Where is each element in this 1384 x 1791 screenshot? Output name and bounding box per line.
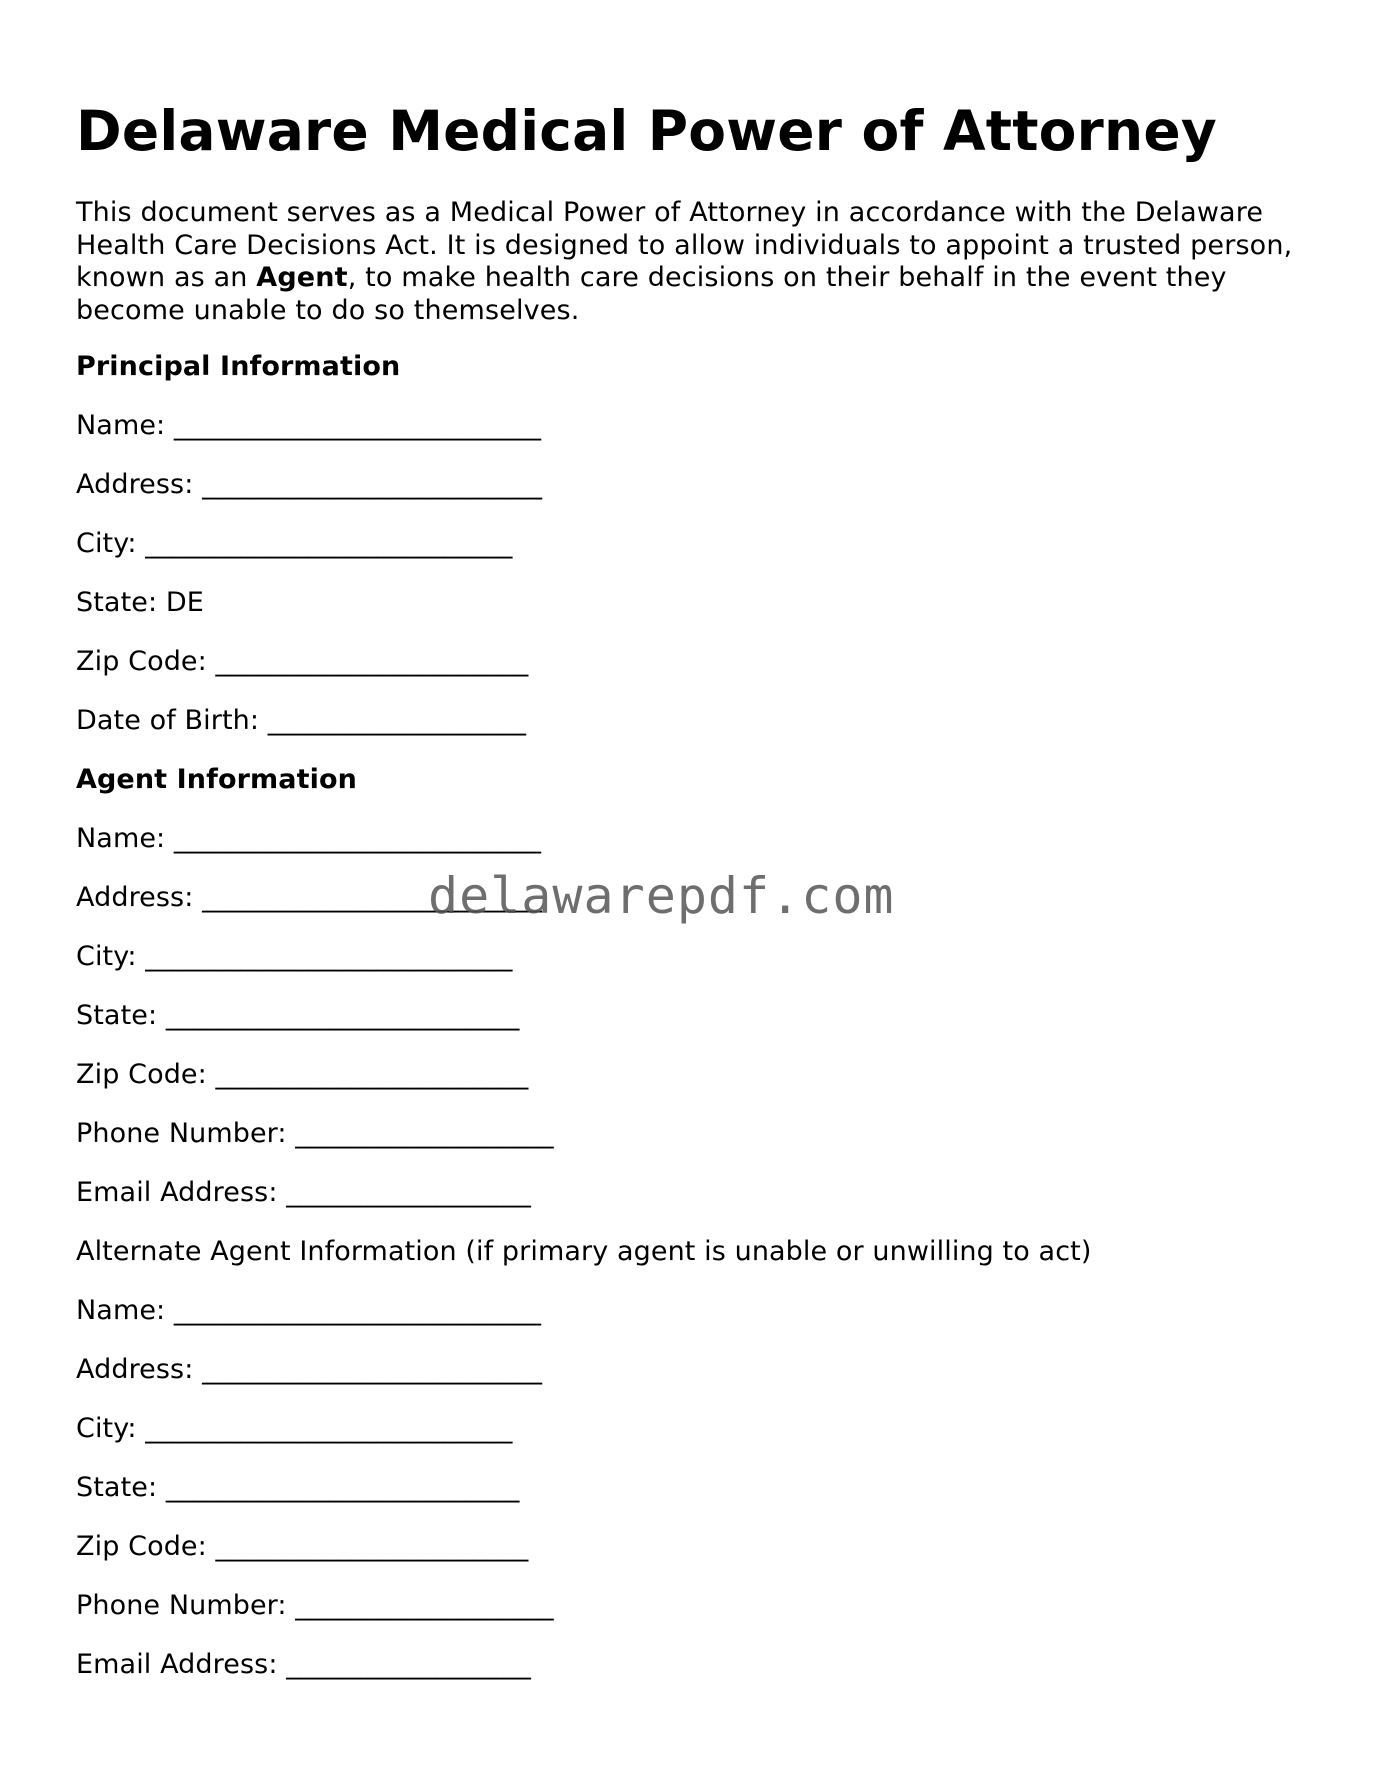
principal-address-field[interactable]: Address: _________________________ [76,469,543,500]
agent-heading: Agent Information [76,764,357,795]
alternate-address-field[interactable]: Address: _________________________ [76,1354,543,1385]
principal-zip-field[interactable]: Zip Code: _______________________ [76,646,529,677]
agent-name-field[interactable]: Name: ___________________________ [76,823,542,854]
alternate-city-field[interactable]: City: ___________________________ [76,1413,513,1444]
alternate-state-field[interactable]: State: __________________________ [76,1472,520,1503]
intro-paragraph [76,197,1306,327]
principal-city-field[interactable]: City: ___________________________ [76,528,513,559]
agent-phone-field[interactable]: Phone Number: ___________________ [76,1118,554,1149]
agent-email-field[interactable]: Email Address: __________________ [76,1177,531,1208]
alternate-email-field[interactable]: Email Address: __________________ [76,1649,531,1680]
agent-city-field[interactable]: City: ___________________________ [76,941,513,972]
principal-dob-field[interactable]: Date of Birth: ___________________ [76,705,527,736]
document-title: Delaware Medical Power of Attorney [76,99,1217,163]
agent-address-field[interactable]: Address: _________________________ [76,882,543,913]
intro-text-start: This document serves as a Medical Power of Attorney in accordance with the Delaware Health Care Decisions Act. It is designed to allow individuals to appoint a trusted person, known as an [76,197,1293,293]
alternate-phone-field[interactable]: Phone Number: ___________________ [76,1590,554,1621]
alternate-agent-heading: Alternate Agent Information (if primary agent is unable or unwilling to act) [76,1236,1092,1267]
alternate-zip-field[interactable]: Zip Code: _______________________ [76,1531,529,1562]
principal-state-field: State: DE [76,587,204,618]
agent-zip-field[interactable]: Zip Code: _______________________ [76,1059,529,1090]
principal-heading: Principal Information [76,351,401,382]
principal-name-field[interactable]: Name: ___________________________ [76,410,542,441]
intro-text-end: , to make health care decisions on their behalf in the event they become unable to do so themselves. [76,262,1227,326]
watermark-text: delawarepdf.com [428,867,895,925]
intro-agent-term: Agent [256,262,348,293]
alternate-name-field[interactable]: Name: ___________________________ [76,1295,542,1326]
agent-state-field[interactable]: State: __________________________ [76,1000,520,1031]
